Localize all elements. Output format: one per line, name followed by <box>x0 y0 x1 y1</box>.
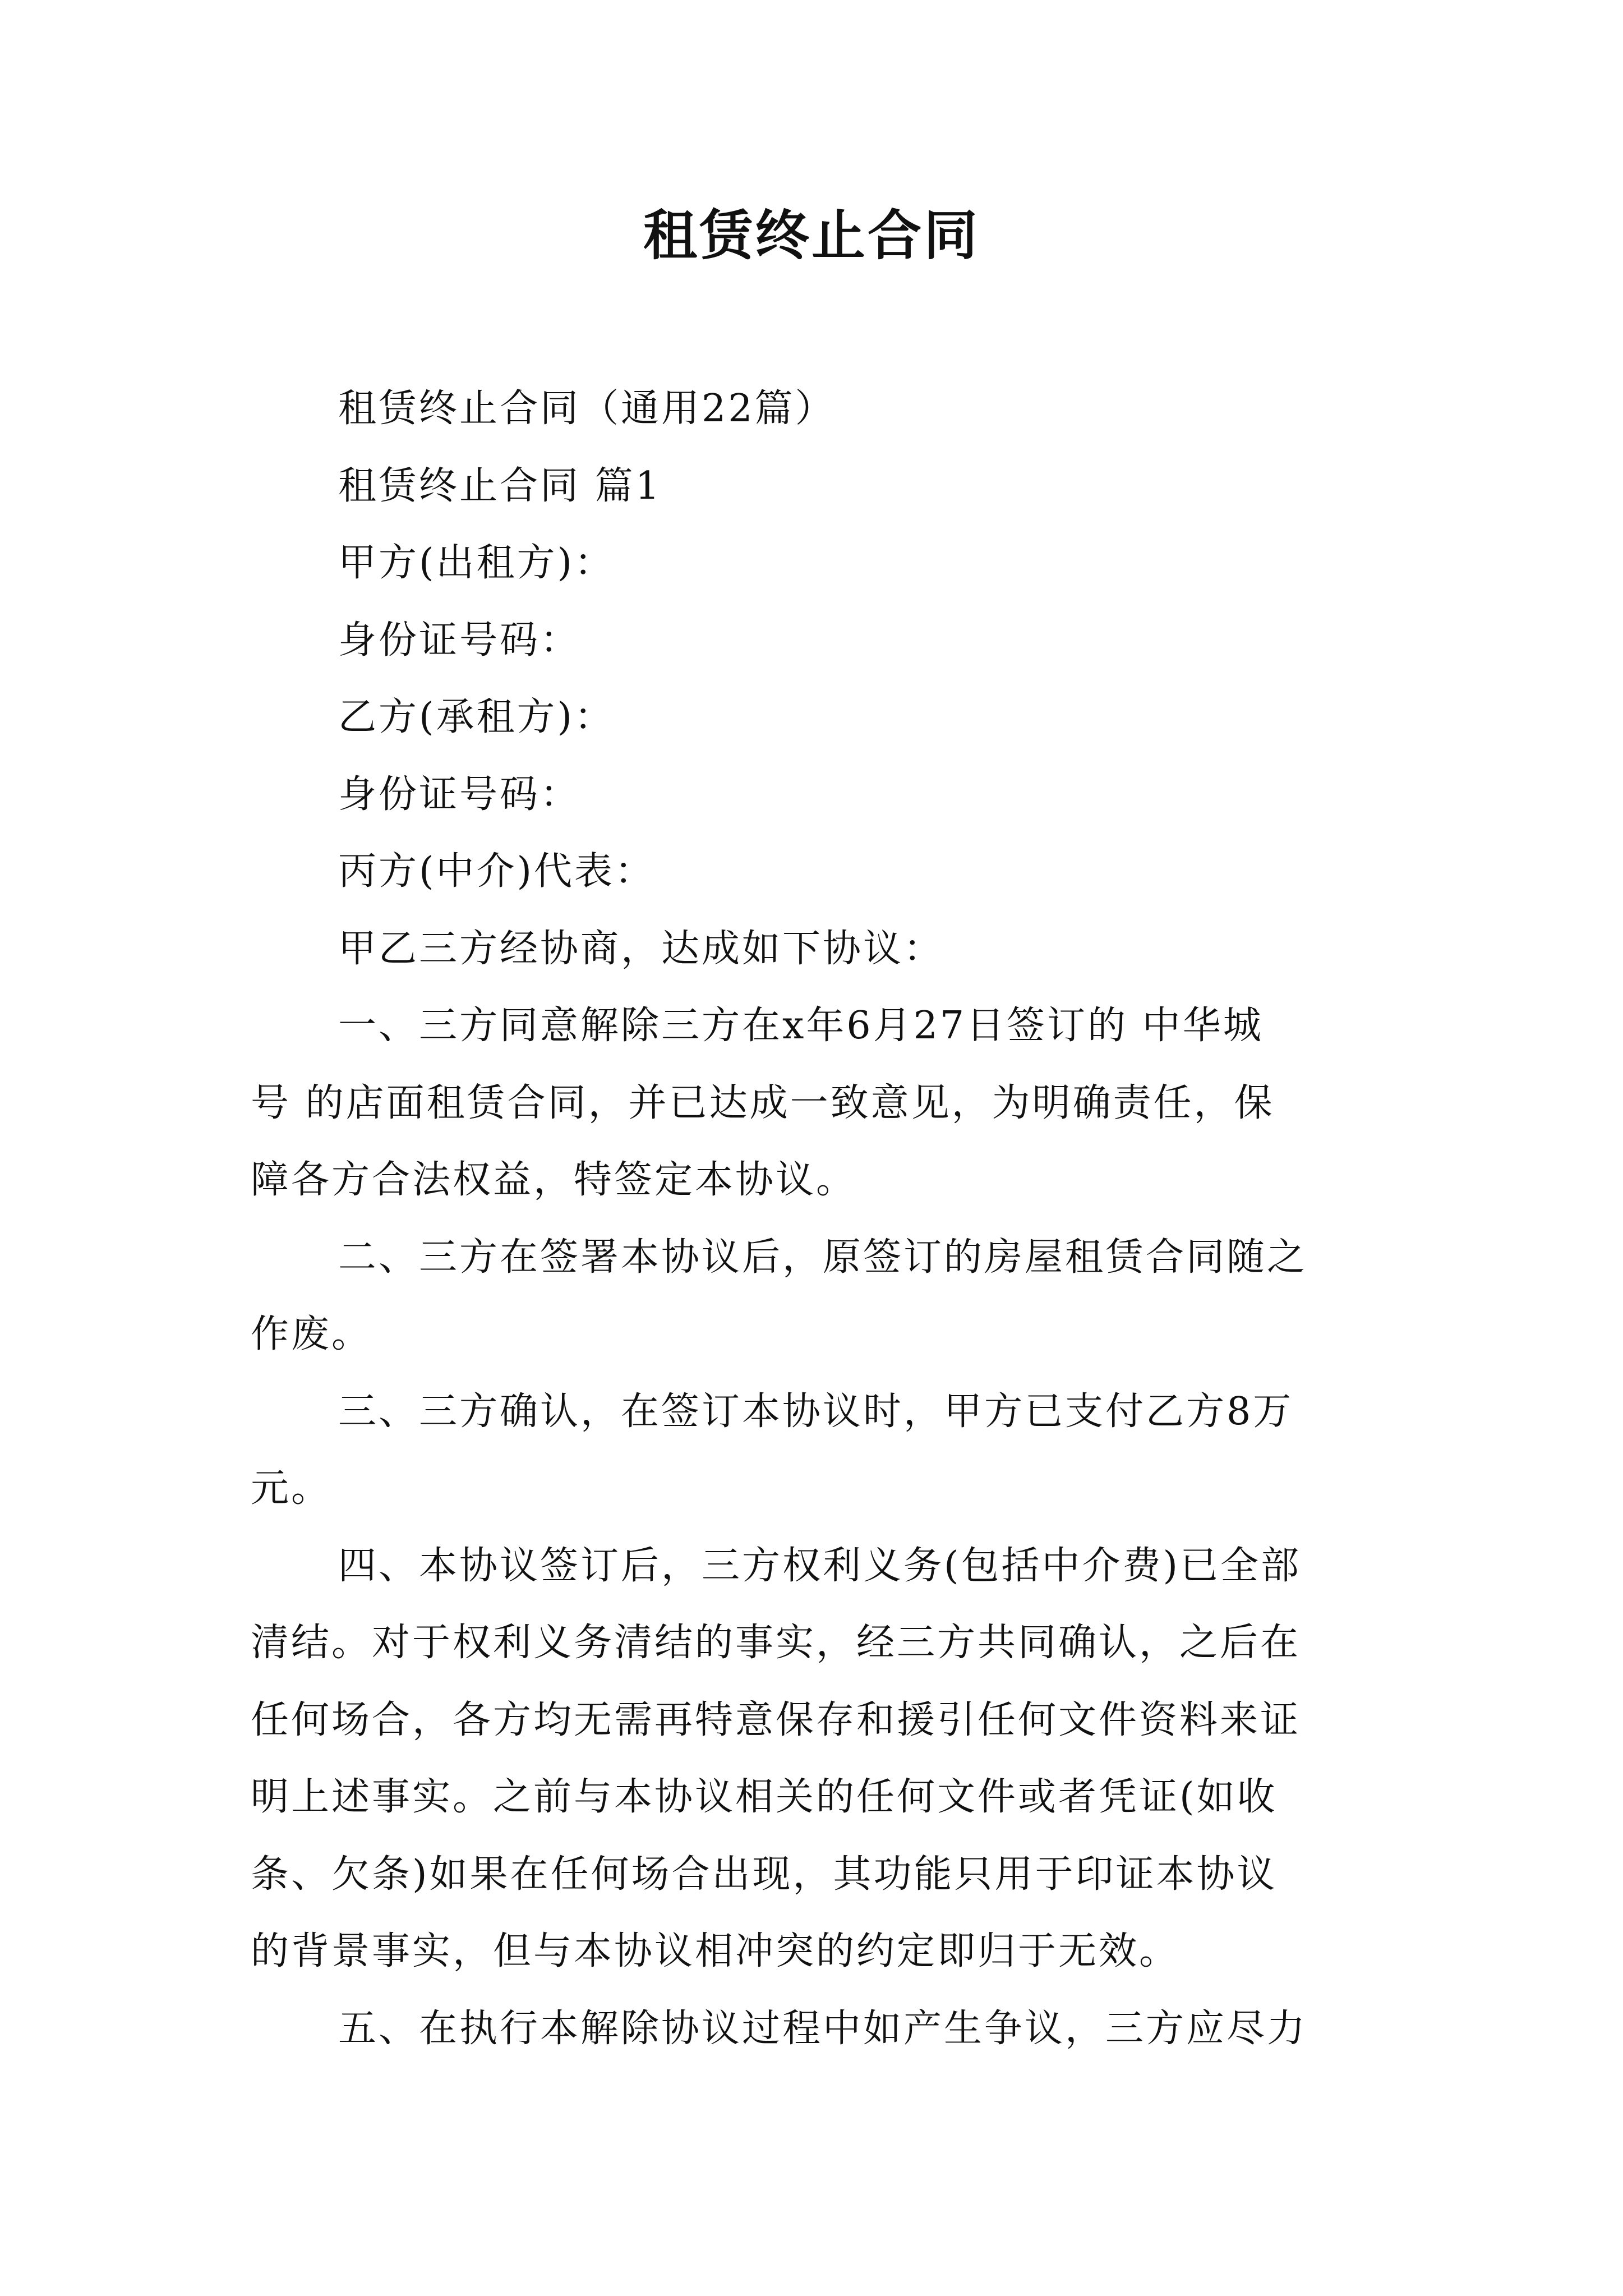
body-line: 清结。对于权利义务清结的事实，经三方共同确认，之后在 <box>251 1621 1301 1665</box>
body-line: 身份证号码： <box>338 618 581 662</box>
body-line: 租赁终止合同 篇1 <box>338 463 662 508</box>
body-line: 乙方(承租方)： <box>338 695 615 739</box>
body-line: 号 的店面租赁合同，并已达成一致意见，为明确责任，保 <box>251 1080 1275 1125</box>
body-line: 身份证号码： <box>338 772 581 817</box>
body-line: 四、本协议签订后，三方权利义务(包括中介费)已全部 <box>338 1543 1302 1588</box>
document-title: 租赁终止合同 <box>643 204 980 267</box>
body-line: 障各方合法权益，特签定本协议。 <box>251 1158 857 1202</box>
body-line: 条、欠条)如果在任何场合出现，其功能只用于印证本协议 <box>251 1852 1278 1897</box>
body-line: 作废。 <box>251 1312 372 1356</box>
body-line: 甲乙三方经协商，达成如下协议： <box>338 926 944 971</box>
body-line: 五、在执行本解除协议过程中如产生争议，三方应尽力 <box>338 2006 1308 2051</box>
body-line: 元。 <box>251 1466 332 1511</box>
body-line: 丙方(中介)代表： <box>338 849 656 894</box>
body-line: 一、三方同意解除三方在x年6月27日签订的 中华城 <box>338 1004 1264 1048</box>
body-line: 明上述事实。之前与本协议相关的任何文件或者凭证(如收 <box>251 1775 1278 1819</box>
body-line: 三、三方确认，在签订本协议时，甲方已支付乙方8万 <box>338 1389 1294 1434</box>
body-line: 任何场合，各方均无需再特意保存和援引任何文件资料来证 <box>251 1697 1301 1742</box>
body-line: 二、三方在签署本协议后，原签订的房屋租赁合同随之 <box>338 1235 1308 1280</box>
body-line: 的背景事实，但与本协议相冲突的约定即归于无效。 <box>251 1929 1180 1973</box>
body-line: 租赁终止合同（通用22篇） <box>338 386 836 431</box>
body-line: 甲方(出租方)： <box>338 541 615 585</box>
document-body <box>251 370 1378 2067</box>
